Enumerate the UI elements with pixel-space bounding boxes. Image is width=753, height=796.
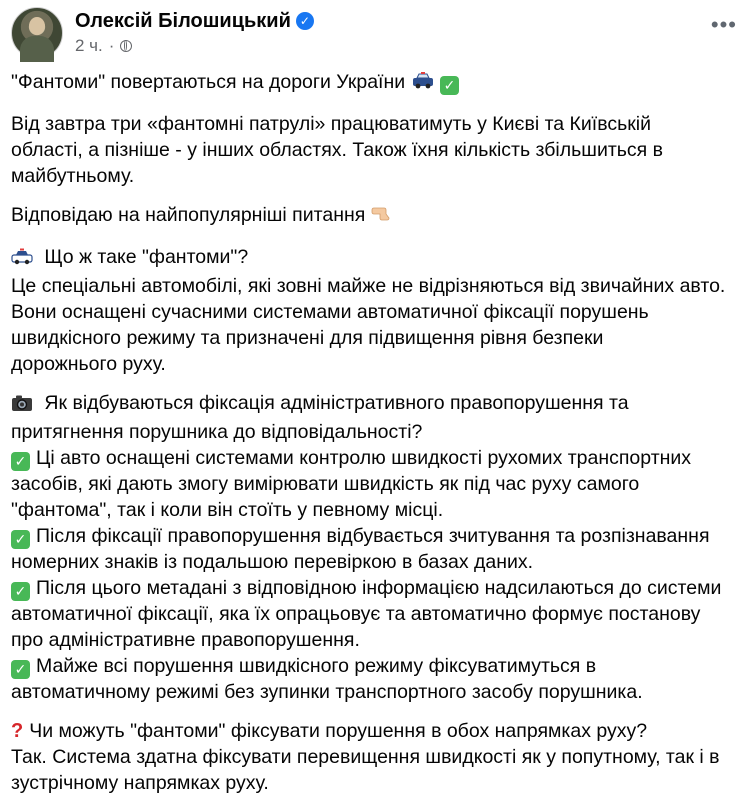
question2-title-line <box>11 390 737 419</box>
post-body <box>11 69 737 796</box>
post-title-paragraph <box>11 69 737 98</box>
author-row <box>75 9 314 33</box>
avatar-body <box>20 36 54 62</box>
post-header <box>11 0 737 62</box>
post-time-row <box>75 36 314 56</box>
question-mark-icon: ? <box>11 720 24 742</box>
camera-icon <box>11 393 33 419</box>
point-text: Після фіксації правопорушення відбувається зчитування та розпізнавання <box>36 525 710 547</box>
question1-paragraph <box>11 244 737 377</box>
point-line: автоматичної фіксації, яка їх опрацьовує та автоматично формує постанову <box>11 603 701 625</box>
check-mark-icon: ✓ <box>11 660 30 679</box>
point-line <box>11 523 737 549</box>
intro-line: області, а пізніше - у інших областях. Також їхня кількість збільшиться в <box>11 139 664 161</box>
avatar[interactable] <box>11 7 63 59</box>
intro-line: Від завтра три «фантомні патрулі» працюватимуть у Києві та Київській <box>11 113 652 135</box>
check-mark-icon: ✓ <box>440 76 459 95</box>
answering-paragraph <box>11 202 737 231</box>
more-options-icon[interactable] <box>711 14 737 36</box>
check-mark-icon: ✓ <box>11 530 30 549</box>
question1-answer-line: Це спеціальні автомобілі, які зовні майже не відрізняються від звичайних авто. <box>11 275 726 297</box>
question3-paragraph <box>11 718 737 796</box>
question3-answer-line: Так. Система здатна фіксувати перевищення швидкості як у попутному, так і в <box>11 746 720 768</box>
police-car-icon <box>411 71 435 98</box>
point-line: "фантома", так і коли він стоїть у певному місці. <box>11 499 444 521</box>
question1-title-line <box>11 244 737 273</box>
separator-dot: · <box>108 35 115 55</box>
point-text: Ці авто оснащені системами контролю швидкості рухомих транспортних <box>36 447 692 469</box>
intro-paragraph <box>11 111 737 189</box>
point-line: засобів, які дають змогу вимірювати швидкість як під час руху самого <box>11 473 640 495</box>
question1-answer-line: Вони оснащені сучасними системами автоматичної фіксації порушень <box>11 301 649 323</box>
check-mark-icon: ✓ <box>11 582 30 601</box>
point-line <box>11 445 737 471</box>
post-meta <box>75 9 314 56</box>
check-mark-icon: ✓ <box>11 452 30 471</box>
question2-paragraph <box>11 390 737 705</box>
point-text: Після цього метадані з відповідною інформацією надсилаються до системи <box>36 577 722 599</box>
author-name[interactable]: Олексій Білошицький <box>75 9 291 32</box>
police-car-icon <box>11 247 33 273</box>
point-line: автоматичному режимі без зупинки транспортного засобу порушника. <box>11 681 643 703</box>
question1-answer-line: дорожнього руху. <box>11 353 166 375</box>
question1-answer-line: швидкісного режиму та призначені для підвищення рівня безпеки <box>11 327 604 349</box>
question2-title: Як відбуваються фіксація адміністративного правопорушення та <box>44 392 629 414</box>
pointing-down-hand-icon <box>371 204 391 231</box>
answering-text: Відповідаю на найпопулярніші питання <box>11 204 366 226</box>
question3-answer-line: зустрічному напрямках руху. <box>11 772 269 794</box>
point-line: про адміністративне правопорушення. <box>11 629 360 651</box>
point-line: номерних знаків із подальшою перевіркою в базах даних. <box>11 551 534 573</box>
more-options-label: ••• <box>710 12 737 37</box>
post-time[interactable]: 2 ч. <box>75 35 103 55</box>
point-line <box>11 575 737 601</box>
question2-title-line: притягнення порушника до відповідальності? <box>11 421 423 443</box>
point-line <box>11 653 737 679</box>
question1-title: Що ж таке "фантоми"? <box>44 246 249 268</box>
post-title: "Фантоми" повертаються на дороги України <box>11 71 406 93</box>
intro-line: майбутньому. <box>11 165 135 187</box>
avatar-head <box>29 17 45 35</box>
question3-title: Чи можуть "фантоми" фіксувати порушення в обох напрямках руху? <box>29 720 648 742</box>
question3-title-line <box>11 718 737 744</box>
point-text: Майже всі порушення швидкісного режиму фіксуватимуться в <box>36 655 597 677</box>
globe-icon <box>120 40 132 52</box>
verified-badge-icon: ✓ <box>296 12 314 30</box>
